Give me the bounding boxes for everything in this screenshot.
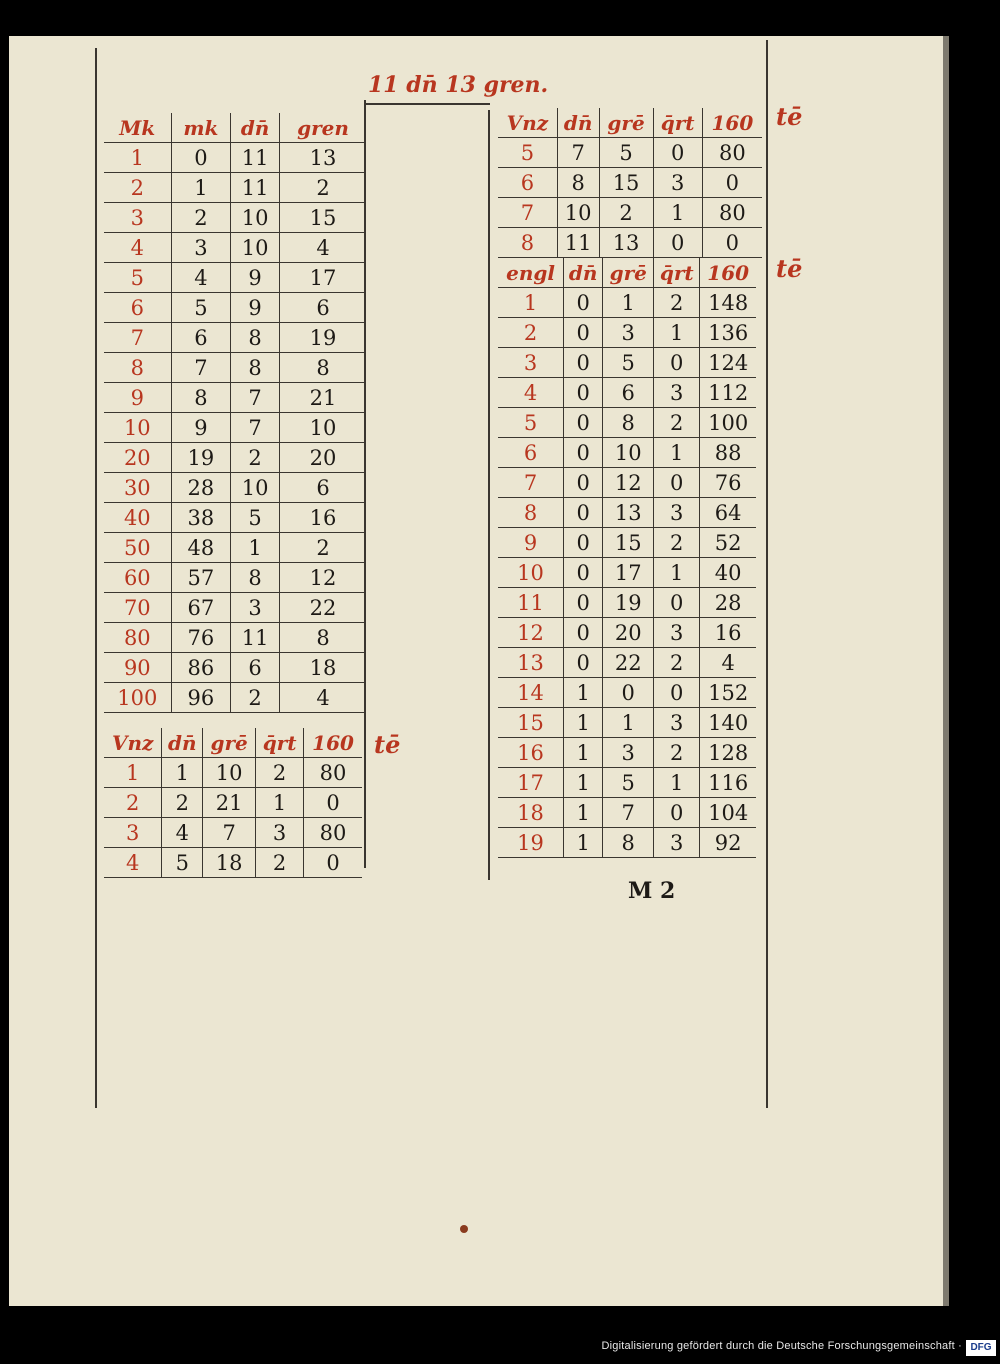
value-cell: 1: [564, 798, 603, 828]
value-cell: 1: [603, 288, 654, 318]
value-cell: 2: [162, 788, 203, 818]
row-label-cell: 20: [104, 443, 171, 473]
value-cell: 13: [603, 498, 654, 528]
row-label-cell: 80: [104, 623, 171, 653]
table-row: [498, 288, 756, 318]
marks-conversion-table: [104, 113, 366, 713]
value-cell: 80: [304, 818, 362, 848]
column-header: grē: [599, 108, 653, 138]
value-cell: 8: [557, 168, 599, 198]
value-cell: 0: [603, 678, 654, 708]
column-header: 160: [304, 728, 362, 758]
value-cell: 92: [700, 828, 756, 858]
table-row: [498, 528, 756, 558]
row-label-cell: 60: [104, 563, 171, 593]
value-cell: 0: [564, 618, 603, 648]
value-cell: 1: [654, 438, 700, 468]
value-cell: 1: [564, 768, 603, 798]
value-cell: 0: [654, 798, 700, 828]
row-label-cell: 7: [104, 323, 171, 353]
row-label-cell: 15: [498, 708, 564, 738]
value-cell: 12: [280, 563, 367, 593]
row-label-cell: 6: [498, 168, 557, 198]
table-header-row: [498, 258, 756, 288]
value-cell: 8: [603, 408, 654, 438]
row-label-cell: 1: [498, 288, 564, 318]
value-cell: 17: [280, 263, 367, 293]
right-column-inner-rule: [488, 110, 490, 880]
value-cell: 16: [280, 503, 367, 533]
column-header: grē: [603, 258, 654, 288]
value-cell: 1: [231, 533, 280, 563]
value-cell: 0: [564, 378, 603, 408]
table-header-row: [498, 108, 762, 138]
row-label-cell: 7: [498, 198, 557, 228]
table-header-row: [104, 113, 366, 143]
value-cell: 96: [171, 683, 231, 713]
margin-mark-2: tē: [776, 254, 803, 283]
row-label-cell: 4: [498, 378, 564, 408]
margin-mark-1: tē: [776, 102, 803, 131]
value-cell: 5: [231, 503, 280, 533]
value-cell: 0: [564, 648, 603, 678]
value-cell: 3: [654, 378, 700, 408]
value-cell: 18: [280, 653, 367, 683]
column-header: grē: [203, 728, 256, 758]
value-cell: 6: [231, 653, 280, 683]
value-cell: 3: [603, 318, 654, 348]
column-header: q̄rt: [256, 728, 304, 758]
value-cell: 22: [603, 648, 654, 678]
margin-mark-3: tē: [374, 730, 401, 759]
value-cell: 8: [603, 828, 654, 858]
value-cell: 8: [231, 563, 280, 593]
table-row: [104, 593, 366, 623]
table-row: [104, 233, 366, 263]
table-row: [104, 323, 366, 353]
table-row: [498, 558, 756, 588]
value-cell: 100: [700, 408, 756, 438]
value-cell: 10: [280, 413, 367, 443]
value-cell: 112: [700, 378, 756, 408]
value-cell: 57: [171, 563, 231, 593]
row-label-cell: 8: [104, 353, 171, 383]
value-cell: 80: [702, 198, 762, 228]
value-cell: 0: [304, 788, 362, 818]
value-cell: 19: [280, 323, 367, 353]
value-cell: 10: [557, 198, 599, 228]
value-cell: 1: [564, 738, 603, 768]
value-cell: 1: [654, 558, 700, 588]
value-cell: 0: [653, 228, 702, 258]
value-cell: 9: [171, 413, 231, 443]
row-label-cell: 17: [498, 768, 564, 798]
value-cell: 48: [171, 533, 231, 563]
value-cell: 1: [603, 708, 654, 738]
table-row: [498, 798, 756, 828]
value-cell: 1: [564, 828, 603, 858]
value-cell: 0: [171, 143, 231, 173]
value-cell: 10: [231, 203, 280, 233]
table-row: [104, 848, 362, 878]
value-cell: 4: [280, 683, 367, 713]
value-cell: 8: [231, 353, 280, 383]
value-cell: 3: [654, 828, 700, 858]
row-label-cell: 6: [104, 293, 171, 323]
value-cell: 5: [162, 848, 203, 878]
engl-conversion-table: [498, 258, 756, 858]
value-cell: 15: [599, 168, 653, 198]
value-cell: 38: [171, 503, 231, 533]
value-cell: 6: [280, 293, 367, 323]
value-cell: 0: [654, 468, 700, 498]
table-row: [104, 563, 366, 593]
ink-dot: [460, 1225, 468, 1233]
value-cell: 10: [231, 473, 280, 503]
row-label-cell: 4: [104, 233, 171, 263]
table-row: [104, 818, 362, 848]
table-row: [104, 683, 366, 713]
table-row: [104, 653, 366, 683]
table-row: [498, 768, 756, 798]
row-label-cell: 6: [498, 438, 564, 468]
row-label-cell: 70: [104, 593, 171, 623]
value-cell: 5: [603, 768, 654, 798]
value-cell: 0: [702, 228, 762, 258]
table-row: [498, 168, 762, 198]
value-cell: 7: [603, 798, 654, 828]
table-row: [498, 738, 756, 768]
column-header: Vnz: [104, 728, 162, 758]
value-cell: 7: [203, 818, 256, 848]
table-row: [498, 408, 756, 438]
value-cell: 88: [700, 438, 756, 468]
row-label-cell: 3: [104, 818, 162, 848]
value-cell: 9: [231, 263, 280, 293]
value-cell: 152: [700, 678, 756, 708]
value-cell: 64: [700, 498, 756, 528]
row-label-cell: 11: [498, 588, 564, 618]
ounces-conversion-table-part2: [498, 108, 762, 258]
row-label-cell: 13: [498, 648, 564, 678]
value-cell: 11: [231, 173, 280, 203]
row-label-cell: 9: [104, 383, 171, 413]
value-cell: 3: [171, 233, 231, 263]
row-label-cell: 2: [498, 318, 564, 348]
row-label-cell: 16: [498, 738, 564, 768]
value-cell: 2: [280, 173, 367, 203]
value-cell: 10: [203, 758, 256, 788]
value-cell: 0: [564, 528, 603, 558]
table-row: [498, 198, 762, 228]
table-row: [104, 623, 366, 653]
row-label-cell: 4: [104, 848, 162, 878]
value-cell: 140: [700, 708, 756, 738]
signature-mark: M 2: [628, 878, 676, 904]
column-header: Vnz: [498, 108, 557, 138]
value-cell: 2: [654, 738, 700, 768]
value-cell: 7: [171, 353, 231, 383]
value-cell: 86: [171, 653, 231, 683]
table-row: [104, 353, 366, 383]
value-cell: 28: [700, 588, 756, 618]
ounces-conversion-table-part1: [104, 728, 362, 878]
value-cell: 7: [231, 413, 280, 443]
value-cell: 4: [162, 818, 203, 848]
column-header: 160: [700, 258, 756, 288]
value-cell: 6: [603, 378, 654, 408]
table-row: [498, 318, 756, 348]
row-label-cell: 30: [104, 473, 171, 503]
table-row: [104, 263, 366, 293]
value-cell: 0: [564, 288, 603, 318]
table-row: [104, 788, 362, 818]
value-cell: 3: [653, 168, 702, 198]
value-cell: 0: [304, 848, 362, 878]
table-row: [104, 173, 366, 203]
row-label-cell: 10: [104, 413, 171, 443]
table-row: [104, 383, 366, 413]
column-header: mk: [171, 113, 231, 143]
value-cell: 19: [171, 443, 231, 473]
value-cell: 0: [653, 138, 702, 168]
value-cell: 2: [256, 848, 304, 878]
value-cell: 104: [700, 798, 756, 828]
column-header: 160: [702, 108, 762, 138]
column-header: dn̄: [231, 113, 280, 143]
row-label-cell: 19: [498, 828, 564, 858]
value-cell: 8: [231, 323, 280, 353]
value-cell: 0: [654, 348, 700, 378]
value-cell: 2: [256, 758, 304, 788]
value-cell: 9: [231, 293, 280, 323]
column-header: q̄rt: [654, 258, 700, 288]
value-cell: 2: [231, 683, 280, 713]
value-cell: 40: [700, 558, 756, 588]
page-header: 11 dn̄ 13 gren.: [368, 72, 549, 98]
left-margin-rule: [95, 48, 97, 1108]
row-label-cell: 8: [498, 228, 557, 258]
header-rule: [366, 103, 490, 105]
dfg-logo: DFG: [966, 1340, 996, 1356]
value-cell: 8: [280, 353, 367, 383]
table-row: [104, 443, 366, 473]
table-header-row: [104, 728, 362, 758]
table-row: [104, 143, 366, 173]
row-label-cell: 50: [104, 533, 171, 563]
value-cell: 28: [171, 473, 231, 503]
value-cell: 0: [564, 498, 603, 528]
value-cell: 15: [603, 528, 654, 558]
value-cell: 128: [700, 738, 756, 768]
value-cell: 3: [654, 708, 700, 738]
column-header: q̄rt: [653, 108, 702, 138]
row-label-cell: 2: [104, 788, 162, 818]
value-cell: 1: [564, 678, 603, 708]
value-cell: 17: [603, 558, 654, 588]
value-cell: 13: [599, 228, 653, 258]
value-cell: 2: [280, 533, 367, 563]
digitization-credit: Digitalisierung gefördert durch die Deutsche Forschungsgemeinschaft ·: [601, 1340, 962, 1352]
right-margin-rule: [766, 40, 768, 1108]
value-cell: 0: [654, 678, 700, 708]
row-label-cell: 1: [104, 758, 162, 788]
value-cell: 76: [700, 468, 756, 498]
value-cell: 1: [256, 788, 304, 818]
row-label-cell: 5: [104, 263, 171, 293]
value-cell: 7: [231, 383, 280, 413]
row-label-cell: 90: [104, 653, 171, 683]
value-cell: 2: [654, 408, 700, 438]
column-header: dn̄: [557, 108, 599, 138]
value-cell: 1: [654, 768, 700, 798]
value-cell: 10: [603, 438, 654, 468]
value-cell: 1: [162, 758, 203, 788]
table-row: [498, 438, 756, 468]
row-label-cell: 3: [498, 348, 564, 378]
value-cell: 3: [256, 818, 304, 848]
table-row: [498, 618, 756, 648]
value-cell: 12: [603, 468, 654, 498]
value-cell: 6: [171, 323, 231, 353]
table-row: [498, 708, 756, 738]
table-row: [104, 413, 366, 443]
value-cell: 0: [564, 558, 603, 588]
value-cell: 148: [700, 288, 756, 318]
value-cell: 3: [231, 593, 280, 623]
table-row: [104, 758, 362, 788]
value-cell: 116: [700, 768, 756, 798]
column-header: dn̄: [564, 258, 603, 288]
value-cell: 76: [171, 623, 231, 653]
value-cell: 21: [203, 788, 256, 818]
table-row: [104, 203, 366, 233]
value-cell: 21: [280, 383, 367, 413]
value-cell: 80: [304, 758, 362, 788]
table-row: [498, 468, 756, 498]
value-cell: 2: [654, 288, 700, 318]
row-label-cell: 40: [104, 503, 171, 533]
value-cell: 4: [280, 233, 367, 263]
column-header: Mk: [104, 113, 171, 143]
table-row: [498, 498, 756, 528]
value-cell: 0: [564, 348, 603, 378]
value-cell: 19: [603, 588, 654, 618]
table-row: [104, 293, 366, 323]
value-cell: 5: [599, 138, 653, 168]
value-cell: 5: [171, 293, 231, 323]
row-label-cell: 2: [104, 173, 171, 203]
value-cell: 80: [702, 138, 762, 168]
column-header: gren: [280, 113, 367, 143]
value-cell: 1: [171, 173, 231, 203]
table-row: [498, 648, 756, 678]
value-cell: 5: [603, 348, 654, 378]
value-cell: 13: [280, 143, 367, 173]
value-cell: 2: [654, 648, 700, 678]
value-cell: 20: [280, 443, 367, 473]
row-label-cell: 18: [498, 798, 564, 828]
value-cell: 1: [564, 708, 603, 738]
value-cell: 0: [702, 168, 762, 198]
value-cell: 3: [654, 618, 700, 648]
value-cell: 6: [280, 473, 367, 503]
row-label-cell: 9: [498, 528, 564, 558]
value-cell: 1: [654, 318, 700, 348]
value-cell: 3: [654, 498, 700, 528]
row-label-cell: 8: [498, 498, 564, 528]
value-cell: 11: [231, 623, 280, 653]
table-row: [498, 228, 762, 258]
value-cell: 22: [280, 593, 367, 623]
value-cell: 20: [603, 618, 654, 648]
value-cell: 7: [557, 138, 599, 168]
value-cell: 0: [564, 318, 603, 348]
table-row: [104, 533, 366, 563]
value-cell: 8: [280, 623, 367, 653]
row-label-cell: 14: [498, 678, 564, 708]
row-label-cell: 7: [498, 468, 564, 498]
value-cell: 18: [203, 848, 256, 878]
table-row: [498, 348, 756, 378]
column-header: engl: [498, 258, 564, 288]
row-label-cell: 5: [498, 138, 557, 168]
value-cell: 8: [171, 383, 231, 413]
value-cell: 124: [700, 348, 756, 378]
value-cell: 2: [599, 198, 653, 228]
value-cell: 11: [557, 228, 599, 258]
value-cell: 2: [654, 528, 700, 558]
row-label-cell: 100: [104, 683, 171, 713]
value-cell: 16: [700, 618, 756, 648]
table-row: [498, 588, 756, 618]
value-cell: 4: [171, 263, 231, 293]
table-row: [498, 828, 756, 858]
value-cell: 2: [171, 203, 231, 233]
table-row: [104, 503, 366, 533]
value-cell: 136: [700, 318, 756, 348]
row-label-cell: 12: [498, 618, 564, 648]
column-header: dn̄: [162, 728, 203, 758]
value-cell: 4: [700, 648, 756, 678]
value-cell: 0: [654, 588, 700, 618]
value-cell: 3: [603, 738, 654, 768]
value-cell: 11: [231, 143, 280, 173]
table-row: [104, 473, 366, 503]
row-label-cell: 3: [104, 203, 171, 233]
table-row: [498, 378, 756, 408]
table-row: [498, 678, 756, 708]
row-label-cell: 1: [104, 143, 171, 173]
value-cell: 52: [700, 528, 756, 558]
value-cell: 15: [280, 203, 367, 233]
value-cell: 67: [171, 593, 231, 623]
row-label-cell: 10: [498, 558, 564, 588]
value-cell: 1: [653, 198, 702, 228]
table-row: [498, 138, 762, 168]
row-label-cell: 5: [498, 408, 564, 438]
value-cell: 0: [564, 408, 603, 438]
value-cell: 0: [564, 438, 603, 468]
value-cell: 0: [564, 468, 603, 498]
value-cell: 10: [231, 233, 280, 263]
value-cell: 2: [231, 443, 280, 473]
value-cell: 0: [564, 588, 603, 618]
